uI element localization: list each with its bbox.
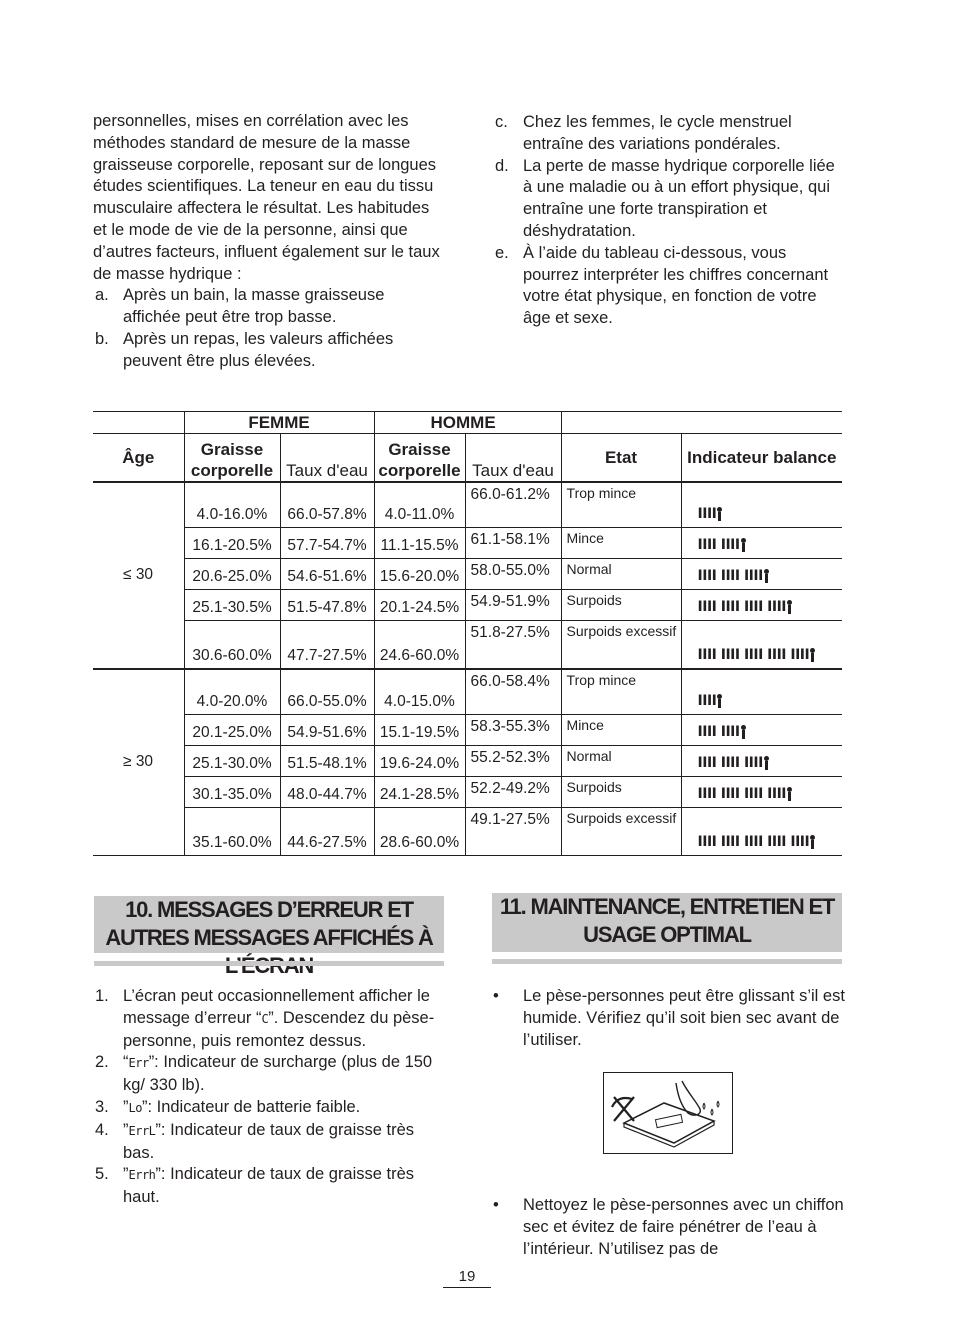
indicator-cell — [681, 808, 842, 856]
display-code: C — [261, 1011, 269, 1026]
balance-indicator-icon: IIII IIII IIII IIII — [698, 600, 792, 614]
indicator-cell — [681, 528, 842, 559]
indicator-cell — [681, 669, 842, 715]
intro-right-column — [493, 112, 843, 330]
list-marker: c. — [495, 113, 508, 131]
water-female-cell: 51.5-47.8% — [280, 590, 374, 621]
state-cell: Mince — [561, 528, 681, 559]
fat-male-cell: 4.0-11.0% — [374, 482, 465, 528]
list-text: Nettoyez le pèse-personnes avec un chiffon sec et évitez de faire pénétrer de l’eau à l’intérieur. N’utilisez pas de — [523, 1196, 844, 1258]
header-femme: FEMME — [184, 412, 374, 434]
balance-indicator-icon: IIII IIII IIII IIII IIII — [698, 648, 816, 662]
fat-male-cell: 15.6-20.0% — [374, 559, 465, 590]
state-cell: Surpoids excessif — [561, 621, 681, 669]
age-group: ≤ 30 — [93, 482, 184, 669]
list-item — [93, 1120, 448, 1165]
section-11-rule — [492, 959, 842, 964]
header-water-male: Taux d'eau — [465, 434, 561, 482]
list-text: Le pèse-personnes peut être glissant s’il est humide. Vérifiez qu’il soit bien sec avant de l’utiliser. — [523, 987, 845, 1049]
list-marker: 2. — [95, 1053, 109, 1072]
display-code: Err — [128, 1056, 149, 1071]
fat-female-cell: 30.6-60.0% — [184, 621, 280, 669]
water-female-cell: 47.7-27.5% — [280, 621, 374, 669]
balance-indicator-icon: IIII IIII IIII IIII IIII — [698, 835, 816, 849]
water-male-cell: 52.2-49.2% — [465, 777, 561, 808]
table-row — [93, 715, 842, 746]
list-text: Chez les femmes, le cycle menstruel entraîne des variations pondérales. — [523, 113, 792, 153]
intro-left-column — [93, 111, 443, 373]
indicator-cell — [681, 777, 842, 808]
header-homme: HOMME — [374, 412, 561, 434]
section-10-rule — [94, 961, 444, 966]
balance-indicator-icon: IIII IIII — [698, 725, 746, 739]
item-text-before: “ — [123, 1053, 129, 1072]
list-item — [493, 156, 843, 243]
header-indicator: Indicateur balance — [681, 434, 842, 482]
section-10-list — [93, 986, 448, 1209]
list-marker: 3. — [95, 1097, 109, 1116]
list-marker: e. — [495, 243, 509, 262]
state-cell: Mince — [561, 715, 681, 746]
state-cell: Surpoids excessif — [561, 808, 681, 856]
balance-indicator-icon: IIII IIII — [698, 538, 746, 552]
water-male-cell: 58.0-55.0% — [465, 559, 561, 590]
list-marker: 5. — [95, 1165, 109, 1184]
list-marker: 4. — [95, 1120, 109, 1139]
list-item — [493, 243, 843, 330]
water-female-cell: 51.5-48.1% — [280, 746, 374, 777]
indicator-cell — [681, 715, 842, 746]
page-number: 19 — [443, 1268, 491, 1288]
header-state: Etat — [561, 434, 681, 482]
body-composition-table — [93, 411, 842, 856]
water-male-cell: 61.1-58.1% — [465, 528, 561, 559]
balance-indicator-icon: IIII IIII IIII — [698, 569, 769, 583]
fat-female-cell: 20.1-25.0% — [184, 715, 280, 746]
list-item — [493, 1195, 848, 1260]
state-cell: Surpoids — [561, 590, 681, 621]
table-row — [93, 528, 842, 559]
item-text-after: ”. Descendez du pèse-personne, puis remontez dessus. — [123, 1008, 435, 1050]
list-text: Après un bain, la masse graisseuse affichée peut être trop basse. — [123, 286, 385, 327]
item-text-after: ”: Indicateur de taux de graisse très bas. — [123, 1120, 415, 1162]
item-text-before: ” — [123, 1097, 129, 1116]
display-code: ErrL — [128, 1123, 156, 1138]
list-marker: b. — [95, 329, 109, 348]
balance-indicator-icon: IIII IIII IIII IIII — [698, 787, 792, 801]
fat-male-cell: 24.6-60.0% — [374, 621, 465, 669]
state-cell: Trop mince — [561, 669, 681, 715]
water-male-cell: 49.1-27.5% — [465, 808, 561, 856]
item-text-before: ” — [123, 1165, 129, 1184]
list-text: La perte de masse hydrique corporelle liée à une maladie ou à un effort physique, qui entraîne une forte transpiration et déshydratation. — [523, 156, 835, 240]
water-male-cell: 66.0-61.2% — [465, 482, 561, 528]
indicator-cell — [681, 621, 842, 669]
section-11-heading: 11. MAINTENANCE, ENTRETIEN ET USAGE OPTIMAL — [492, 893, 842, 952]
list-marker: d. — [495, 156, 509, 175]
balance-indicator-icon: IIII IIII IIII — [698, 756, 769, 770]
water-male-cell: 58.3-55.3% — [465, 715, 561, 746]
state-cell: Trop mince — [561, 482, 681, 528]
table-row — [93, 777, 842, 808]
slippery-scale-icon — [604, 1073, 732, 1153]
indicator-cell — [681, 746, 842, 777]
list-item — [93, 1164, 448, 1209]
water-female-cell: 48.0-44.7% — [280, 777, 374, 808]
state-cell: Surpoids — [561, 777, 681, 808]
fat-male-cell: 24.1-28.5% — [374, 777, 465, 808]
header-spacer — [561, 412, 842, 434]
fat-female-cell: 35.1-60.0% — [184, 808, 280, 856]
header-water-female: Taux d'eau — [280, 434, 374, 482]
list-item — [493, 986, 848, 1051]
fat-female-cell: 25.1-30.5% — [184, 590, 280, 621]
water-female-cell: 54.9-51.6% — [280, 715, 374, 746]
table-corner — [93, 412, 184, 434]
water-female-cell: 66.0-55.0% — [280, 669, 374, 715]
header-fat-female: Graisse corporelle — [184, 434, 280, 482]
item-text-before: ” — [123, 1120, 129, 1139]
list-marker: a. — [95, 286, 109, 305]
fat-male-cell: 20.1-24.5% — [374, 590, 465, 621]
water-female-cell: 66.0-57.8% — [280, 482, 374, 528]
table-row — [93, 621, 842, 669]
state-cell: Normal — [561, 559, 681, 590]
fat-female-cell: 20.6-25.0% — [184, 559, 280, 590]
fat-female-cell: 25.1-30.0% — [184, 746, 280, 777]
table-row — [93, 590, 842, 621]
fat-female-cell: 4.0-20.0% — [184, 669, 280, 715]
item-text-before: L’écran peut occasionnellement afficher le message d’erreur “ — [123, 987, 430, 1027]
list-item — [93, 285, 443, 329]
water-male-cell: 55.2-52.3% — [465, 746, 561, 777]
section-10-heading: 10. MESSAGES D’ERREUR ET AUTRES MESSAGES AFFICHÉS À — [94, 896, 444, 953]
list-text: À l’aide du tableau ci-dessous, vous pourrez interpréter les chiffres concernant votre état physique, en fonction de votre âge et sexe. — [523, 243, 829, 328]
table-row — [93, 669, 842, 715]
fat-male-cell: 15.1-19.5% — [374, 715, 465, 746]
water-male-cell: 51.8-27.5% — [465, 621, 561, 669]
water-female-cell: 57.7-54.7% — [280, 528, 374, 559]
water-male-cell: 66.0-58.4% — [465, 669, 561, 715]
wet-scale-warning-illustration — [603, 1072, 733, 1154]
table-row — [93, 808, 842, 856]
bullet-icon: • — [493, 1196, 499, 1215]
state-cell: Normal — [561, 746, 681, 777]
fat-male-cell: 28.6-60.0% — [374, 808, 465, 856]
fat-male-cell: 4.0-15.0% — [374, 669, 465, 715]
table-row — [93, 482, 842, 528]
fat-female-cell: 4.0-16.0% — [184, 482, 280, 528]
list-item — [93, 1052, 448, 1097]
item-text-after: ”: Indicateur de taux de graisse très haut. — [123, 1165, 415, 1207]
fat-male-cell: 11.1-15.5% — [374, 528, 465, 559]
balance-indicator-icon: IIII — [698, 694, 723, 708]
age-group: ≥ 30 — [93, 669, 184, 856]
list-text: Après un repas, les valeurs affichées peuvent être plus élevées. — [123, 329, 394, 370]
header-fat-male: Graisse corporelle — [374, 434, 465, 482]
list-item — [493, 112, 843, 156]
table-row — [93, 746, 842, 777]
water-male-cell: 54.9-51.9% — [465, 590, 561, 621]
indicator-cell — [681, 590, 842, 621]
header-age: Âge — [93, 434, 184, 482]
water-female-cell: 44.6-27.5% — [280, 808, 374, 856]
item-text-after: ”: Indicateur de batterie faible. — [141, 1097, 361, 1116]
intro-paragraph: personnelles, mises en corrélation avec les méthodes standard de mesure de la masse graisseuse corporelle, reposant sur de longues études scientifiques. La teneur en eau du tissu musculaire affectera le résultat. Les habitudes et le mode de vie de la personne, ainsi que d’autres facteurs, influent également sur le taux de masse hydrique : — [93, 112, 440, 283]
balance-indicator-icon: IIII — [698, 507, 723, 521]
fat-female-cell: 30.1-35.0% — [184, 777, 280, 808]
fat-female-cell: 16.1-20.5% — [184, 528, 280, 559]
bullet-icon: • — [493, 987, 499, 1005]
list-item — [93, 329, 443, 373]
display-code: Errh — [128, 1168, 156, 1183]
list-item — [93, 1097, 448, 1120]
list-item — [93, 986, 448, 1052]
display-code: Lo — [128, 1100, 142, 1115]
fat-male-cell: 19.6-24.0% — [374, 746, 465, 777]
list-marker: 1. — [95, 987, 109, 1005]
item-text-after: ”: Indicateur de surcharge (plus de 150 kg/ 330 lb). — [123, 1053, 433, 1095]
table-row — [93, 559, 842, 590]
water-female-cell: 54.6-51.6% — [280, 559, 374, 590]
indicator-cell — [681, 559, 842, 590]
indicator-cell — [681, 482, 842, 528]
